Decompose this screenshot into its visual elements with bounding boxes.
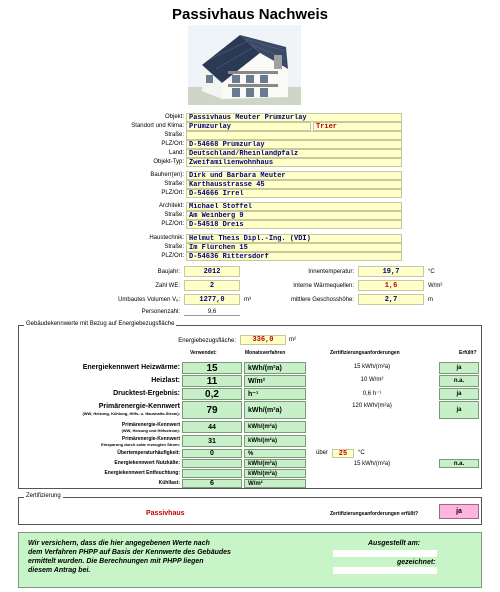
typ-field[interactable]: Zweifamilienwohnhaus	[186, 158, 402, 167]
gesch-label: mittlere Geschosshöhe:	[290, 297, 354, 303]
kw-row-value: 0,2	[182, 388, 242, 400]
kw-row-unit: kWh/(m²a)	[244, 362, 306, 374]
zert-question: Zertifizierungsanforderungen erfüllt?	[330, 511, 419, 517]
waerme-label: Interne Wärmequellen:	[293, 283, 354, 289]
kw-row-label: Übertemperaturhäufigkeit:	[117, 450, 180, 456]
kw-row-label: Drucktest-Ergebnis:	[113, 390, 180, 397]
ebf-label: Energiebezugsfläche:	[178, 338, 236, 344]
gesch-value[interactable]: 2,7	[358, 294, 424, 305]
land-label: Land:	[168, 150, 184, 156]
baujahr-value[interactable]: 2012	[184, 266, 240, 277]
gesch-unit: m	[428, 297, 433, 303]
kw-row-unit: %	[244, 449, 306, 458]
kw-row-label: Energiekennwert Entfeuchtung:	[104, 470, 180, 476]
typ-label: Objekt-Typ:	[153, 159, 184, 165]
architekt-strasse-label: Straße:	[164, 212, 184, 218]
bauherr-strasse-label: Straße:	[164, 181, 184, 187]
innen-value[interactable]: 19,7	[358, 266, 424, 277]
standort-field[interactable]: Prümzurlay	[186, 122, 311, 131]
kw-row-value	[182, 459, 242, 468]
architekt-plz-label: PLZ/Ort:	[161, 221, 184, 227]
haustechnik-strasse-label: Straße:	[164, 244, 184, 250]
ebf-unit: m²	[289, 337, 296, 343]
kw-row-value: 6	[182, 479, 242, 488]
kw-row-req: 15 kWh/(m²a)	[353, 461, 391, 467]
we-label: Zahl WE:	[155, 283, 180, 289]
kw-row-value: 15	[182, 362, 242, 374]
innen-unit: °C	[428, 269, 435, 275]
col-erfuellt: Erfüllt?	[459, 350, 477, 356]
bauherr-strasse-field[interactable]: Karthausstrasse 45	[186, 180, 402, 189]
kw-row-erfuellt: ja	[439, 401, 479, 419]
col-zert: Zertifizierungsanforderungen	[330, 350, 400, 356]
zert-header: Zertifizierung	[26, 493, 61, 499]
gezeichnet-field[interactable]	[333, 567, 437, 574]
haustechnik-plz-field[interactable]: D-54636 Rittersdorf	[186, 252, 402, 261]
kw-row-req: 0,6 h⁻¹	[362, 391, 382, 397]
architekt-strasse-field[interactable]: Am Weinberg 9	[186, 211, 402, 220]
vol-value[interactable]: 1277,0	[184, 294, 240, 305]
col-monats: Monatsverfahren	[245, 350, 286, 356]
kw-row-label: Energiekennwert Nutzkälte:	[114, 460, 180, 466]
kw-row-value	[182, 469, 242, 478]
waerme-unit: W/m²	[428, 283, 443, 289]
bauherr-plz-field[interactable]: D-54666 Irrel	[186, 189, 402, 198]
page-title: Passivhaus Nachweis	[172, 6, 328, 23]
haustechnik-strasse-field[interactable]: Im Flürchen 15	[186, 243, 402, 252]
bauherr-label: Bauherr(en):	[150, 172, 184, 178]
plz-field[interactable]: D-54668 Prümzurlay	[186, 140, 402, 149]
kw-row-erfuellt: n.a.	[439, 375, 479, 387]
zert-label: Passivhaus	[146, 510, 185, 517]
architekt-field[interactable]: Michael Stoffel	[186, 202, 402, 211]
klima-field[interactable]: Trier	[313, 122, 402, 131]
vol-label: Umbautes Volumen Vₑ:	[118, 297, 180, 303]
vol-unit: m³	[244, 297, 251, 303]
kw-row-label: Primärenergie-Kennwert	[121, 436, 180, 442]
architekt-label: Architekt:	[158, 203, 184, 209]
kw-row-label: Kühllast:	[158, 480, 180, 486]
col-verwendet: Verwendet:	[190, 350, 217, 356]
objekt-field[interactable]: Passivhaus Meuter Prümzurlay	[186, 113, 402, 122]
kw-row-value: 0	[182, 449, 242, 458]
kw-row-sub: (WW, Heizung, Kühlung, Hilfs- u. Haushalts-Strom):	[82, 411, 180, 416]
waerme-value[interactable]: 1,6	[358, 280, 424, 291]
bauherr-plz-label: PLZ/Ort:	[161, 190, 184, 196]
kw-row-unit: kWh/(m²a)	[244, 421, 306, 433]
kw-row-unit: h⁻¹	[244, 388, 306, 400]
footer-text-2: dem Verfahren PHPP auf Basis der Kennwerte des Gebäudes	[28, 549, 231, 556]
kw-row-label: Primärenergie-Kennwert	[98, 403, 180, 410]
ausgestellt-field[interactable]	[333, 550, 437, 557]
gezeichnet-label: gezeichnet:	[397, 559, 436, 566]
objekt-label: Objekt:	[164, 114, 184, 120]
kw-row-unit: kWh/(m²a)	[244, 469, 306, 478]
ausgestellt-label: Ausgestellt am:	[368, 540, 421, 547]
kw-row-req: 10 W/m²	[360, 377, 384, 383]
footer-text-3: ermittelt wurden. Die Berechnungen mit PHPP liegen	[28, 558, 204, 565]
uber-value[interactable]: 25	[332, 449, 354, 458]
kw-row-sub: Einsparung durch solar erzeugten Strom:	[101, 442, 180, 447]
baujahr-label: Baujahr:	[157, 269, 180, 275]
kw-row-unit: W/m²	[244, 479, 306, 488]
kw-row-label: Energiekennwert Heizwärme:	[82, 364, 180, 371]
kw-row-value: 31	[182, 435, 242, 447]
kw-row-label: Primärenergie-Kennwert	[121, 422, 180, 428]
kw-row-value: 44	[182, 421, 242, 433]
house-image	[188, 25, 301, 105]
uber-unit: °C	[358, 450, 365, 456]
strasse-label: Straße:	[164, 132, 184, 138]
kw-row-erfuellt: ja	[439, 388, 479, 400]
pers-label: Personenzahl:	[141, 309, 180, 315]
zert-answer: ja	[439, 504, 479, 519]
kw-row-unit: W/m²	[244, 375, 306, 387]
ebf-value[interactable]: 336,0	[240, 335, 286, 345]
architekt-plz-field[interactable]: D-54518 Dreis	[186, 220, 402, 229]
plz-label: PLZ/Ort:	[161, 141, 184, 147]
kw-row-value: 11	[182, 375, 242, 387]
haustechnik-plz-label: PLZ/Ort:	[161, 253, 184, 259]
we-value[interactable]: 2	[184, 280, 240, 291]
pers-value[interactable]: 9,6	[184, 309, 240, 316]
kw-row-unit: kWh/(m²a)	[244, 435, 306, 447]
standort-label: Standort und Klima:	[131, 123, 184, 129]
land-field[interactable]: Deutschland/Rheinlandpfalz	[186, 149, 402, 158]
kennwerte-header: Gebäudekennwerte mit Bezug auf Energiebezugsfläche	[26, 321, 175, 327]
haustechnik-label: Haustechnik:	[149, 235, 184, 241]
kw-row-erfuellt: n.a.	[439, 459, 479, 468]
uber-label: über	[316, 450, 329, 456]
kw-row-req: 15 kWh/(m²a)	[353, 364, 391, 370]
footer-text-4: diesem Antrag bei.	[28, 567, 91, 574]
bauherr-field[interactable]: Dirk und Barbara Meuter	[186, 171, 402, 180]
footer-text-1: Wir versichern, dass die hier angegebenen Werte nach	[28, 540, 210, 547]
kw-row-unit: kWh/(m²a)	[244, 459, 306, 468]
strasse-field[interactable]	[186, 131, 402, 140]
kw-row-erfuellt: ja	[439, 362, 479, 374]
haustechnik-field[interactable]: Helmut Theis Dipl.-Ing. (VDI)	[186, 234, 402, 243]
innen-label: Innentemperatur:	[308, 269, 354, 275]
kw-row-sub: (WW, Heizung und Hilfsstrom):	[121, 428, 180, 433]
kw-row-value: 79	[182, 401, 242, 419]
kw-row-unit: kWh/(m²a)	[244, 401, 306, 419]
kw-row-req: 120 kWh/(m²a)	[352, 403, 392, 409]
kw-row-label: Heizlast:	[151, 377, 180, 384]
